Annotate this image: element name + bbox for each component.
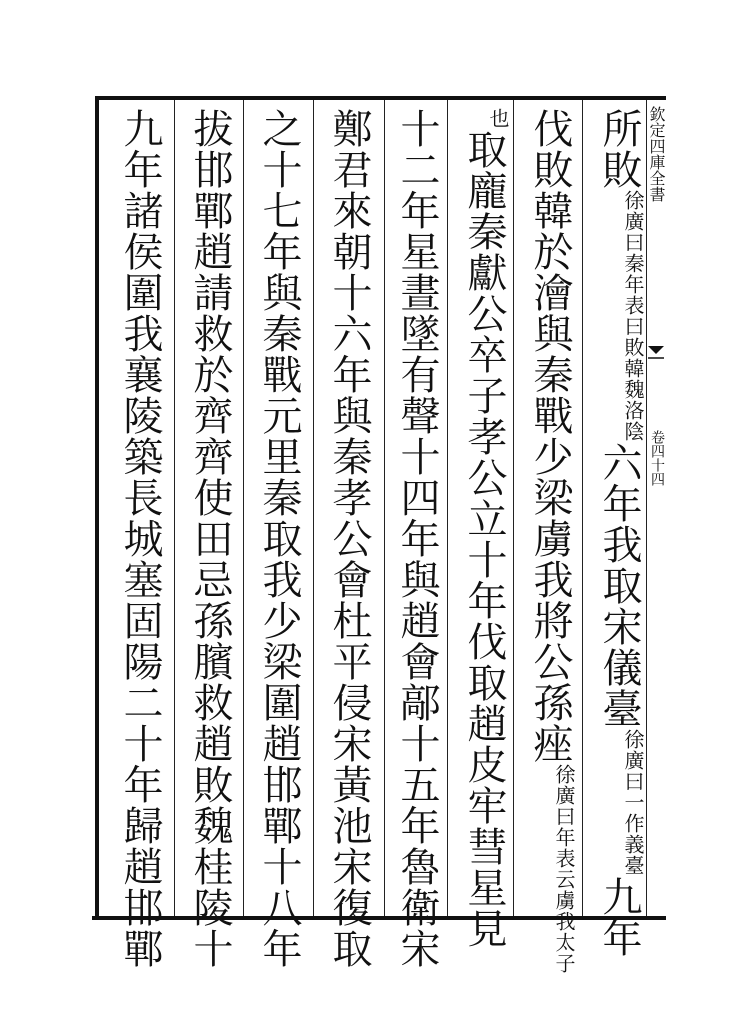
main-text: 所敗 xyxy=(596,108,642,190)
column-rule xyxy=(313,100,314,916)
column-rule xyxy=(384,100,385,916)
main-text: 九年諸侯圍我襄陵築長城塞固陽二十年歸趙邯鄲 xyxy=(117,108,163,969)
main-text: 伐敗韓於澮與秦戰少梁虜我將公孫痤 xyxy=(527,108,573,764)
annotation-note: 徐廣曰年表云虜我太子 xyxy=(552,764,576,974)
main-text: 取龐秦獻公卒子孝公立十年伐取趙皮牢彗星見 xyxy=(461,129,507,949)
text-column-7 xyxy=(182,108,238,969)
main-text: 六年我取宋儀臺 xyxy=(596,442,642,729)
margin-title: 欽定四庫全書 xyxy=(647,106,666,202)
frame-top-border xyxy=(96,96,666,100)
column-rule xyxy=(243,100,244,916)
annotation-note: 也 xyxy=(486,108,510,129)
text-column-3 xyxy=(456,108,512,949)
text-column-8 xyxy=(112,108,168,969)
main-text: 九年 xyxy=(596,876,642,958)
page-margin-column xyxy=(646,100,667,916)
text-column-5 xyxy=(321,108,377,969)
text-column-6 xyxy=(251,108,307,969)
annotation-note: 徐廣曰一作義臺 xyxy=(621,729,645,876)
column-rule xyxy=(174,100,175,916)
column-rule xyxy=(513,100,514,916)
frame-left-border xyxy=(95,96,99,920)
column-rule xyxy=(447,100,448,916)
frame-bottom-border xyxy=(92,916,666,920)
fish-tail-mark-icon xyxy=(646,342,666,362)
margin-volume-number: 卷四十四 xyxy=(649,430,665,486)
text-column-1 xyxy=(591,108,647,958)
text-column-2 xyxy=(522,108,578,974)
main-text: 鄭君來朝十六年與秦孝公會杜平侵宋黃池宋復取 xyxy=(326,108,372,969)
main-text: 拔邯鄲趙請救於齊齊使田忌孫臏救趙敗魏桂陵十 xyxy=(187,108,233,969)
annotation-note: 徐廣曰秦年表曰敗韓魏洛陰 xyxy=(621,190,645,442)
text-column-4 xyxy=(389,108,445,969)
main-text: 之十七年與秦戰元里秦取我少梁圍趙邯鄲十八年 xyxy=(256,108,302,969)
main-text: 十二年星晝墜有聲十四年與趙會鄗十五年魯衛宋 xyxy=(394,108,440,969)
column-rule xyxy=(582,100,583,916)
